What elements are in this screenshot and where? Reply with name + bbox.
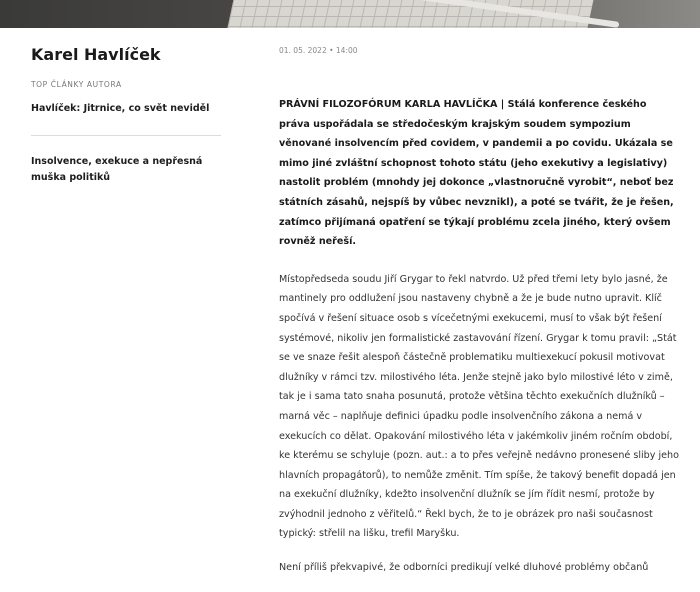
article-paragraph: Není příliš překvapivé, že odborníci predikují velké dluhové problémy občanů bbox=[279, 562, 649, 574]
top-articles-label: TOP ČLÁNKY AUTORA bbox=[31, 80, 122, 89]
author-sidebar bbox=[31, 44, 221, 222]
top-article-link[interactable]: Insolvence, exekuce a nepřesná muška politiků bbox=[31, 156, 203, 183]
top-article-link[interactable]: Havlíček: Jitrnice, co svět neviděl bbox=[31, 101, 221, 136]
article-paragraph: Místopředseda soudu Jiří Grygar to řekl natvrdo. Už před třemi lety bylo jasné, že mantinely pro oddlužení jsou nastaveny chybně a že je bude nutno upravit. Klíč spočívá v řešení situace osob s vícečetnými exekucemi, musí to však být řešení systémové, nikoliv jen formalistické zastavování řízení. Grygar k tomu pravil: „Stát se ve snaze řešit alespoň částečně problematiku multiexekucí pokusil motivovat dlužníky v rámci tzv. milostivého léta. Jenže stejně jako bylo milostivé léto v zimě, tak je i sama tato snaha posunutá, protože většina těchto exekučních dlužníků – marná věc – naplňuje definici úpadku podle insolvenčního zákona a nemá v exekucích co dělat. Opakování milostivého léta v jakémkoliv jiném ročním období, ke kterému se schyluje (pozn. aut.: a to přes veřejně nedávno pronesené sliby jeho hlavních propagátorů), to nemůže změnit. Tím spíše, že takový benefit dopadá jen na exekuční dlužníky, kdežto insolvenční dlužník se jím řídit nesmí, protože by zvýhodnil jednoho z věřitelů.“ Řekl bych, že to je obrázek pro naši současnost typický: střelil na lišku, trefil Maryšku. bbox=[279, 273, 680, 540]
author-name[interactable]: Karel Havlíček bbox=[31, 45, 161, 64]
article-body bbox=[279, 45, 679, 592]
hero-image bbox=[0, 0, 700, 28]
article-lead: PRÁVNÍ FILOZOFÓRUM KARLA HAVLÍČKA | Stálá konference českého práva uspořádala se středočeským krajským soudem sympozium věnované insolvencím před covidem, v pandemii a po covidu. Ukázala se mimo jiné zvláštní schopnost tohoto státu (jeho exekutivy a legislativy) nastolit problém (mnohdy jej dokonce „vlastnoručně vyrobit“, neboť bez státních zásahů, nejspíš by vůbec nevznikl), a poté se tvářit, že je řešen, zatímco přijímaná opatření se týkají problému zcela jiného, který ovšem rovněž neřeší. bbox=[279, 99, 674, 248]
top-articles-list bbox=[31, 101, 221, 204]
article-date: 01. 05. 2022 • 14:00 bbox=[279, 46, 358, 55]
